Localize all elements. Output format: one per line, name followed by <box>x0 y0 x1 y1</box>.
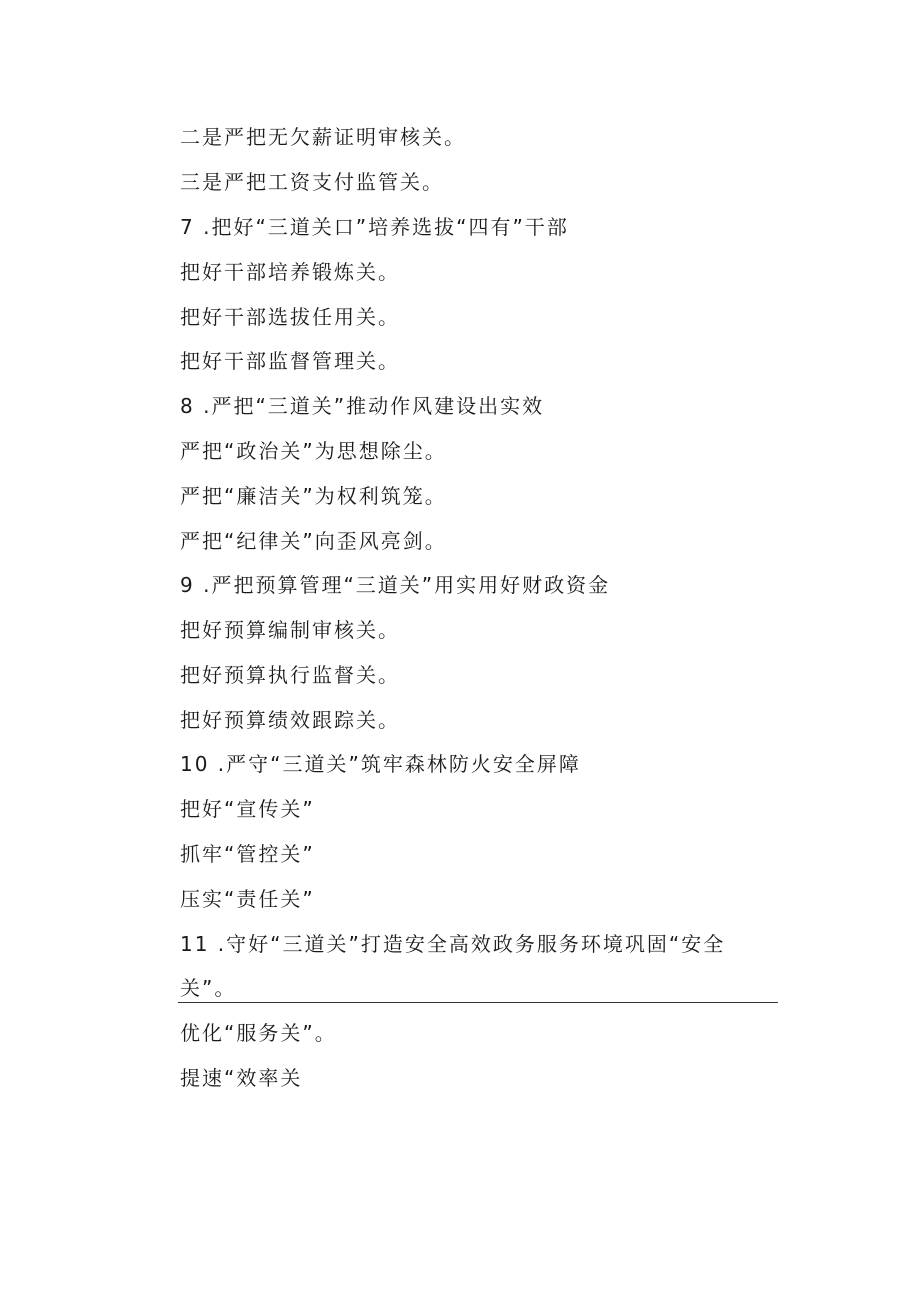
text-line: 把好干部选拔任用关。 <box>180 305 400 329</box>
horizontal-rule <box>178 1002 778 1003</box>
text-line: 严把“廉洁关”为权利筑笼。 <box>180 484 447 508</box>
section-heading: 11 .守好“三道关”打造安全高效政务服务环境巩固“安全 <box>180 932 726 956</box>
text-line: 二是严把无欠薪证明审核关。 <box>180 125 466 149</box>
text-line: 把好干部监督管理关。 <box>180 349 400 373</box>
section-heading: 8 .严把“三道关”推动作风建设出实效 <box>180 394 545 418</box>
text-line: 把好预算绩效跟踪关。 <box>180 708 400 732</box>
text-line: 严把“政治关”为思想除尘。 <box>180 439 447 463</box>
section-heading: 7 .把好“三道关口”培养选拔“四有”干部 <box>180 215 569 239</box>
text-line: 关”。 <box>180 976 237 1000</box>
text-line: 压实“责任关” <box>180 887 315 911</box>
text-line: 把好预算编制审核关。 <box>180 618 400 642</box>
section-heading: 10 .严守“三道关”筑牢森林防火安全屏障 <box>180 752 581 776</box>
section-heading: 9 .严把预算管理“三道关”用实用好财政资金 <box>180 573 611 597</box>
text-line: 优化“服务关”。 <box>180 1021 337 1045</box>
text-line: 把好干部培养锻炼关。 <box>180 260 400 284</box>
text-line: 提速“效率关 <box>180 1066 303 1090</box>
text-line: 把好预算执行监督关。 <box>180 663 400 687</box>
text-line: 严把“纪律关”向歪风亮剑。 <box>180 529 447 553</box>
text-line: 三是严把工资支付监管关。 <box>180 170 444 194</box>
text-line: 把好“宣传关” <box>180 797 315 821</box>
text-line: 抓牢“管控关” <box>180 842 315 866</box>
